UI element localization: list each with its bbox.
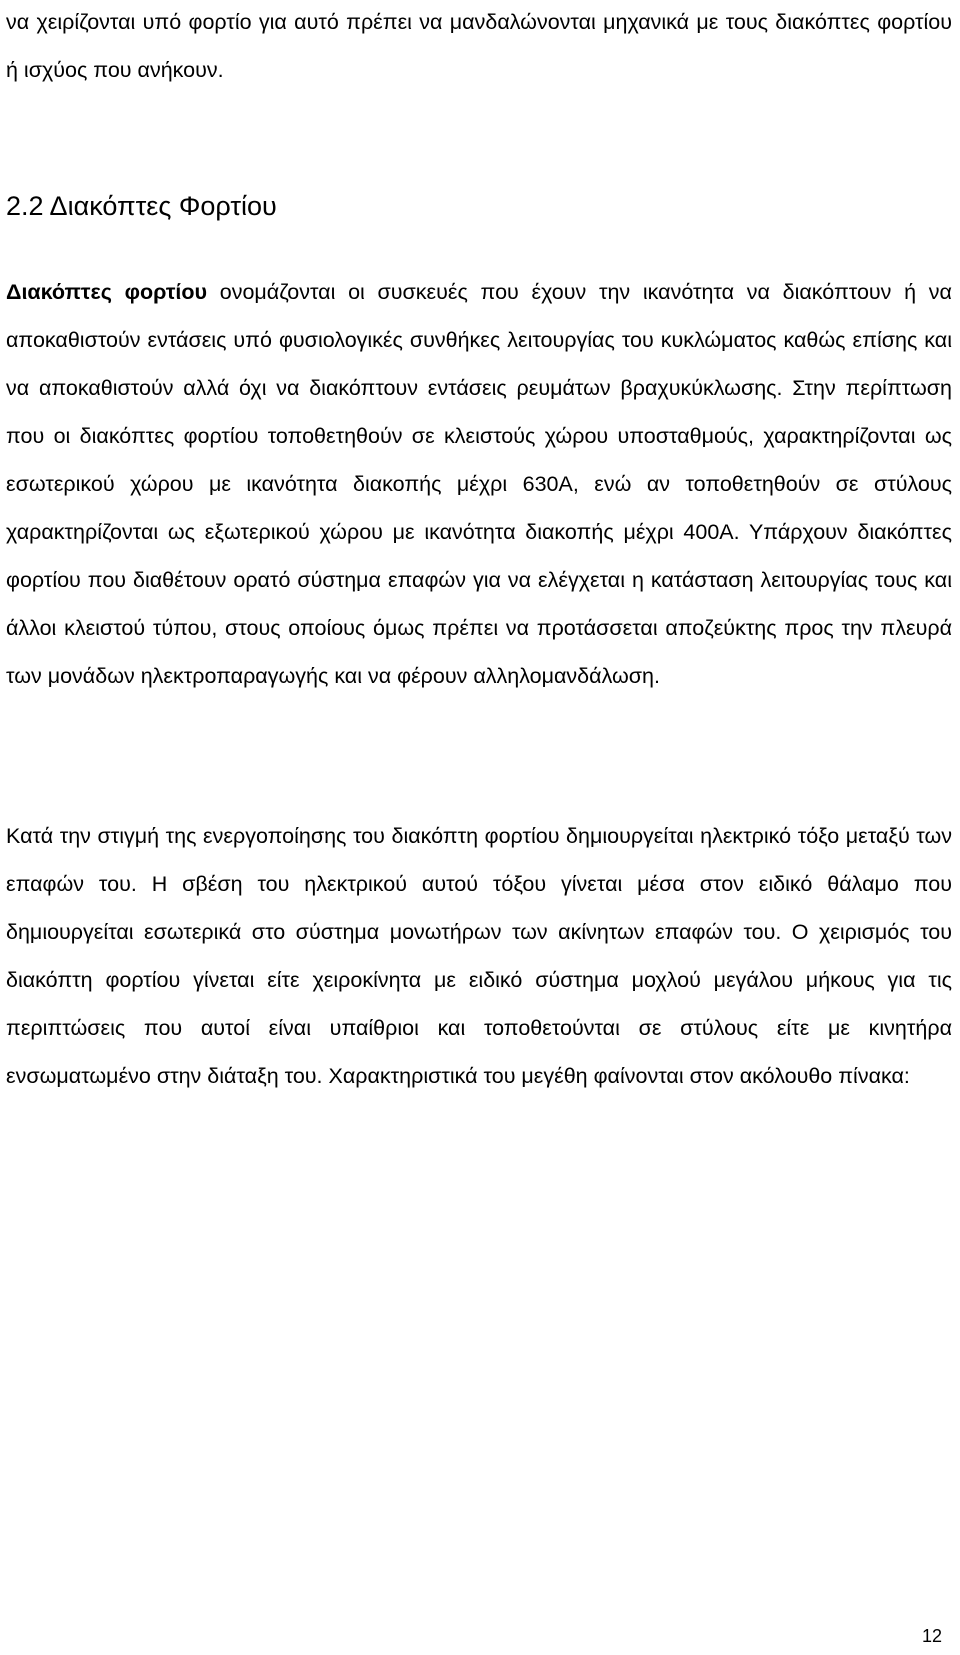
paragraph-load-switches <box>6 268 952 700</box>
intro-paragraph: να χειρίζονται υπό φορτίο για αυτό πρέπει να μανδαλώνονται μηχανικά με τους διακόπτες φορτίου ή ισχύος που ανήκουν. <box>6 10 952 82</box>
paragraph-operation: Κατά την στιγμή της ενεργοποίησης του διακόπτη φορτίου δημιουργείται ηλεκτρικό τόξο μεταξύ των επαφών του. Η σβέση του ηλεκτρικού αυτού τόξου γίνεται μέσα στον ειδικό θάλαμο που δημιουργείται εσωτερικά στο σύστημα μονωτήρων των ακίνητων επαφών του. Ο χειρισμός του διακόπτη φορτίου γίνεται είτε χειροκίνητα με ειδικό σύστημα μοχλού μεγάλου μήκους για τις περιπτώσεις που αυτοί είναι υπαίθριοι και τοποθετούνται σε στύλους είτε με κινητήρα ενσωματωμένο στην διάταξη του. Χαρακτηριστικά του μεγέθη φαίνονται στον ακόλουθο πίνακα: <box>6 824 952 1088</box>
bold-lead-term: Διακόπτες φορτίου <box>6 280 208 304</box>
section-heading: 2.2 Διακόπτες Φορτίου <box>6 191 277 221</box>
page-number: 12 <box>921 1626 942 1646</box>
paragraph-load-switches-text: ονομάζονται οι συσκευές που έχουν την ικανότητα να διακόπτουν ή να αποκαθιστούν εντάσεις υπό φυσιολογικές συνθήκες λειτουργίας του κυκλώματος καθώς επίσης και να αποκαθιστούν αλλά όχι να διακόπτουν εντάσεις ρευμάτων βραχυκύκλωσης. Στην περίπτωση που οι διακόπτες φορτίου τοποθετηθούν σε κλειστούς χώρου υποσταθμούς, χαρακτηρίζονται ως εσωτερικού χώρου με ικανότητα διακοπής μέχρι 630Α, ενώ αν τοποθετηθούν σε στύλους χαρακτηρίζονται ως εξωτερικού χώρου με ικανότητα διακοπής μέχρι 400Α. Υπάρχουν διακόπτες φορτίου που διαθέτουν ορατό σύστημα επαφών για να ελέγχεται η κατάσταση λειτουργίας τους και άλλοι κλειστού τύπου, στους οποίους όμως πρέπει να προτάσσεται αποζεύκτης προς την πλευρά των μονάδων ηλεκτροπαραγωγής και να φέρουν αλληλομανδάλωση. <box>6 280 952 688</box>
